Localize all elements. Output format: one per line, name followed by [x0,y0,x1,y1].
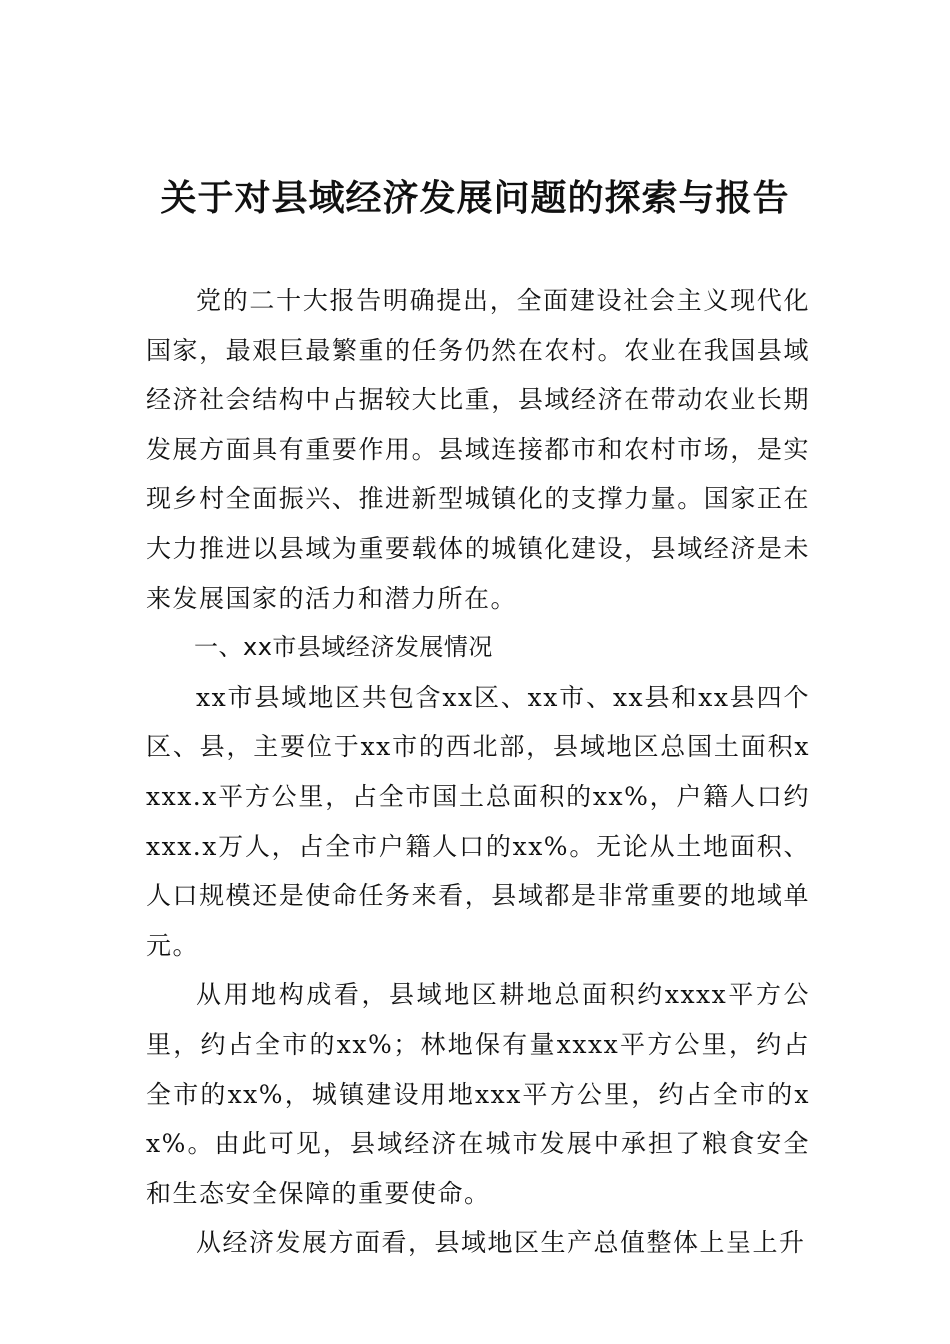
document-body [146,276,810,1268]
section1-paragraph-3: 从经济发展方面看，县域地区生产总值整体上呈上升 [196,1228,806,1258]
section1-paragraph-1: xx市县域地区共包含xx区、xx市、xx县和xx县四个区、县，主要位于xx市的西北部，县域地区总国土面积xxxx.x平方公里，占全市国土总面积的xx%，户籍人口约xxx.x万人，占全市户籍人口的xx%。无论从土地面积、人口规模还是使命任务来看，县域都是非常重要的地域单元。 [146,682,810,960]
section1-paragraph-2: 从用地构成看，县域地区耕地总面积约xxxx平方公里，约占全市的xx%；林地保有量xxxx平方公里，约占全市的xx%，城镇建设用地xxx平方公里，约占全市的xx%。由此可见，县域经济在城市发展中承担了粮食安全和生态安全保障的重要使命。 [146,980,810,1208]
section-heading-1: 一、xx市县域经济发展情况 [194,633,493,662]
document-title: 关于对县域经济发展问题的探索与报告 [160,177,790,219]
intro-paragraph: 党的二十大报告明确提出，全面建设社会主义现代化国家，最艰巨最繁重的任务仍然在农村。农业在我国县域经济社会结构中占据较大比重，县域经济在带动农业长期发展方面具有重要作用。县域连接都市和农村市场，是实现乡村全面振兴、推进新型城镇化的支撑力量。国家正在大力推进以县域为重要载体的城镇化建设，县域经济是未来发展国家的活力和潜力所在。 [146,286,810,613]
